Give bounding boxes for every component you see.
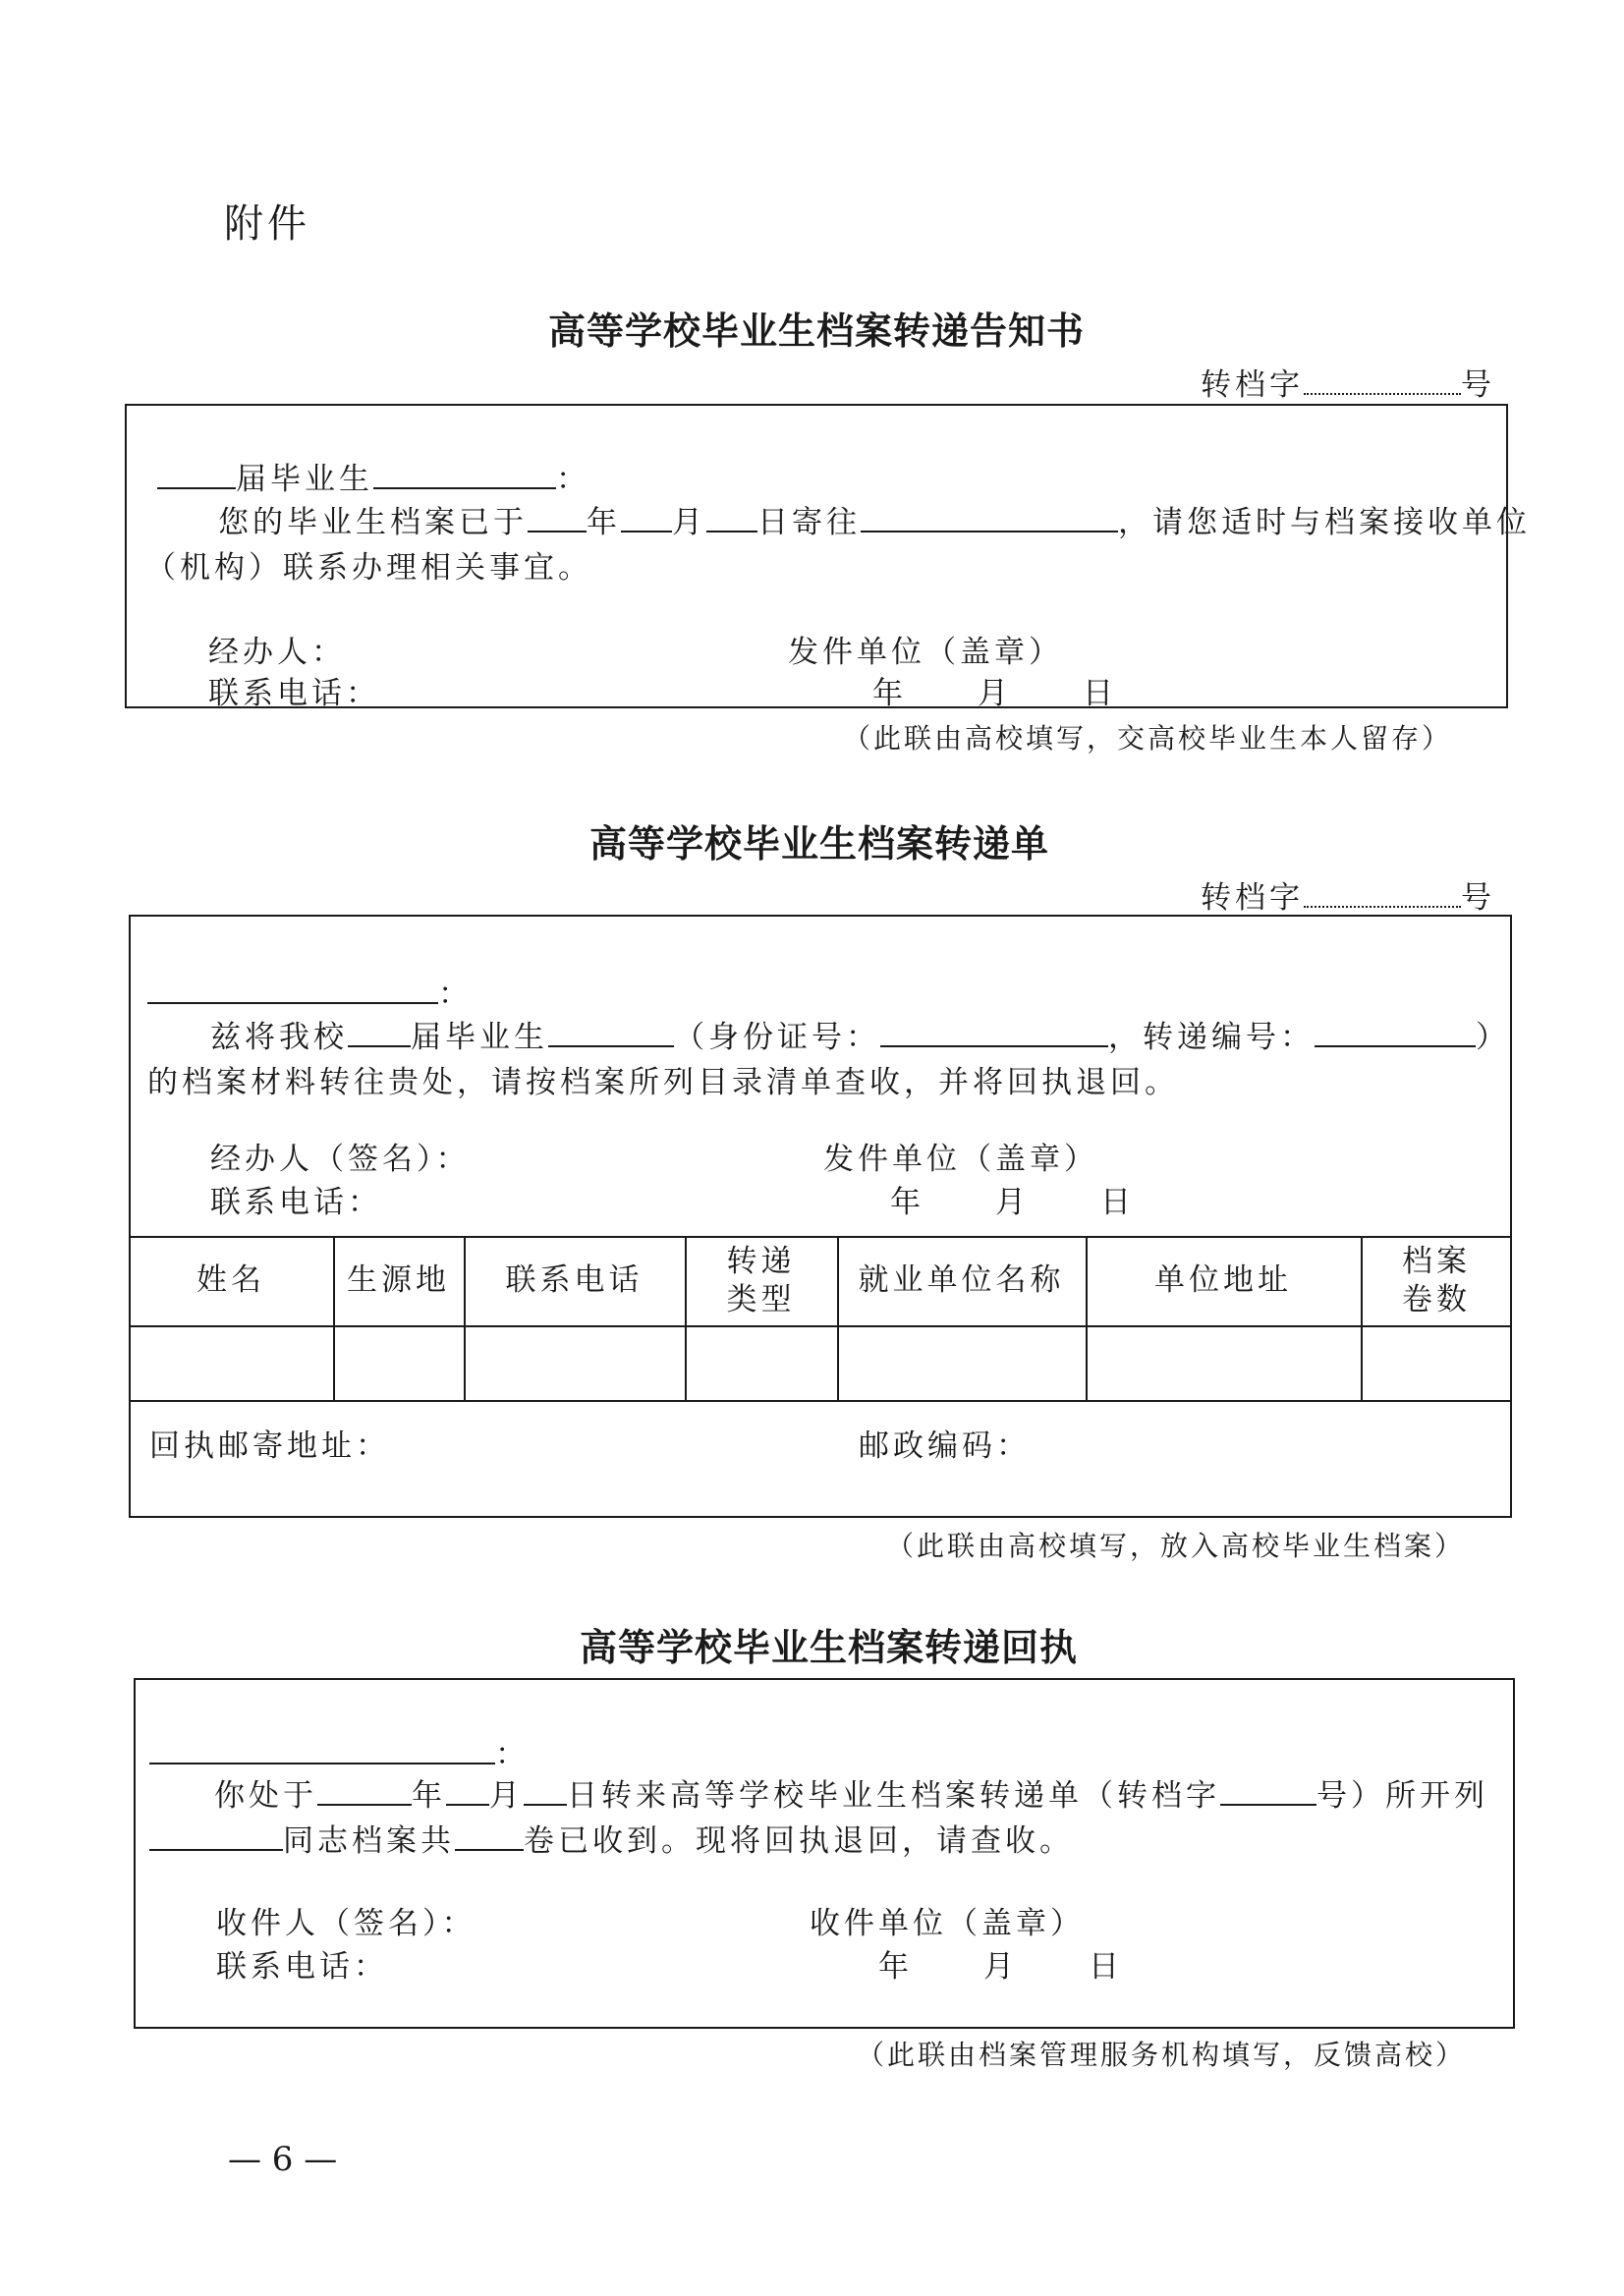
- transfer-file-number: 转档字 号: [1201, 872, 1495, 917]
- transfer-number-blank[interactable]: [1315, 1017, 1476, 1047]
- table-header-name: 姓名: [196, 1262, 265, 1299]
- table-header-origin: 生源地: [347, 1262, 450, 1299]
- month-blank[interactable]: [446, 1775, 489, 1806]
- day-blank[interactable]: [524, 1775, 567, 1806]
- receipt-title: 高等学校毕业生档案转递回执: [580, 1625, 1079, 1669]
- table-header-volumes: 档案卷数: [1402, 1243, 1471, 1317]
- receipt-body-line2: 同志档案共 卷已收到。现将回执退回，请查收。: [149, 1816, 1074, 1860]
- notice-file-number: 转档字 号: [1201, 360, 1495, 404]
- notice-handler: 经办人：: [208, 635, 346, 670]
- table-cell-origin[interactable]: [335, 1327, 463, 1399]
- transfer-title: 高等学校毕业生档案转递单: [589, 821, 1050, 866]
- recipient-school-blank[interactable]: [149, 1734, 495, 1764]
- month-blank[interactable]: [621, 502, 672, 532]
- grad-name-blank[interactable]: [373, 459, 556, 489]
- year-blank[interactable]: [317, 1775, 412, 1806]
- year-blank[interactable]: [528, 502, 587, 532]
- file-number-blank[interactable]: [1304, 364, 1461, 395]
- day-blank[interactable]: [706, 502, 757, 532]
- notice-footnote: （此联由高校填写，交高校毕业生本人留存）: [843, 722, 1453, 755]
- notice-body-line1: 您的毕业生档案已于 年 月 日寄往 ，请您适时与档案接收单位: [218, 497, 1531, 541]
- transfer-sender-unit: 发件单位（盖章）: [823, 1142, 1098, 1177]
- file-number-blank[interactable]: [1304, 877, 1461, 908]
- receipt-unit: 收件单位（盖章）: [810, 1906, 1085, 1941]
- transfer-handler: 经办人（签名）：: [210, 1142, 471, 1177]
- receipt-addressee-line: ：: [149, 1729, 530, 1773]
- table-cell-volumes[interactable]: [1363, 1327, 1510, 1399]
- transfer-body-line1: 兹将我校 届毕业生 （身份证号： ，转递编号： ）: [210, 1012, 1510, 1056]
- table-cell-transfer-type[interactable]: [687, 1327, 836, 1399]
- transfer-phone: 联系电话：: [210, 1185, 382, 1220]
- id-number-blank[interactable]: [880, 1017, 1108, 1047]
- notice-date: 年 月 日: [872, 676, 1117, 711]
- table-cell-employer[interactable]: [839, 1327, 1085, 1399]
- attachment-label: 附件: [224, 201, 310, 247]
- notice-addressee-line: 届毕业生 ：: [157, 454, 590, 498]
- destination-blank[interactable]: [861, 502, 1118, 532]
- return-address-label: 回执邮寄地址：: [149, 1428, 390, 1464]
- receipt-footnote: （此联由档案管理服务机构填写，反馈高校）: [857, 2039, 1467, 2071]
- transfer-date: 年 月 日: [890, 1185, 1135, 1220]
- transfer-footnote: （此联由高校填写，放入高校毕业生档案）: [886, 1530, 1466, 1562]
- notice-phone: 联系电话：: [208, 676, 380, 711]
- notice-title: 高等学校毕业生档案转递告知书: [548, 308, 1086, 353]
- notice-body-line2: （机构）联系办理相关事宜。: [145, 550, 592, 586]
- receipt-receiver: 收件人（签名）：: [216, 1906, 476, 1941]
- table-cell-phone[interactable]: [466, 1327, 684, 1399]
- student-name-blank[interactable]: [548, 1017, 674, 1047]
- table-bottom-border: [129, 1400, 1512, 1402]
- recipient-org-blank[interactable]: [147, 974, 438, 1004]
- grad-year-blank[interactable]: [348, 1017, 411, 1047]
- table-header-phone: 联系电话: [505, 1262, 644, 1299]
- student-name-blank[interactable]: [149, 1820, 283, 1851]
- transfer-addressee-line: ：: [147, 969, 473, 1013]
- receipt-date: 年 月 日: [878, 1949, 1123, 1985]
- page-number: — 6 —: [228, 2140, 338, 2179]
- file-number-blank[interactable]: [1220, 1775, 1316, 1806]
- receipt-body-line1: 你处于 年 月 日转来高等学校毕业生档案转递单（转档字 号）所开列: [214, 1770, 1488, 1815]
- volume-count-blank[interactable]: [455, 1820, 524, 1851]
- table-cell-address[interactable]: [1088, 1327, 1360, 1399]
- notice-sender-unit: 发件单位（盖章）: [788, 635, 1063, 670]
- postcode-label: 邮政编码：: [859, 1428, 1031, 1464]
- table-cell-name[interactable]: [131, 1327, 332, 1399]
- receipt-phone: 联系电话：: [216, 1949, 388, 1985]
- table-header-address: 单位地址: [1154, 1262, 1292, 1299]
- transfer-body-line2: 的档案材料转往贵处，请按档案所列目录清单查收，并将回执退回。: [147, 1065, 1179, 1100]
- table-header-transfer-type: 转递类型: [726, 1243, 796, 1317]
- grad-year-blank[interactable]: [157, 459, 236, 489]
- table-header-employer: 就业单位名称: [858, 1262, 1065, 1299]
